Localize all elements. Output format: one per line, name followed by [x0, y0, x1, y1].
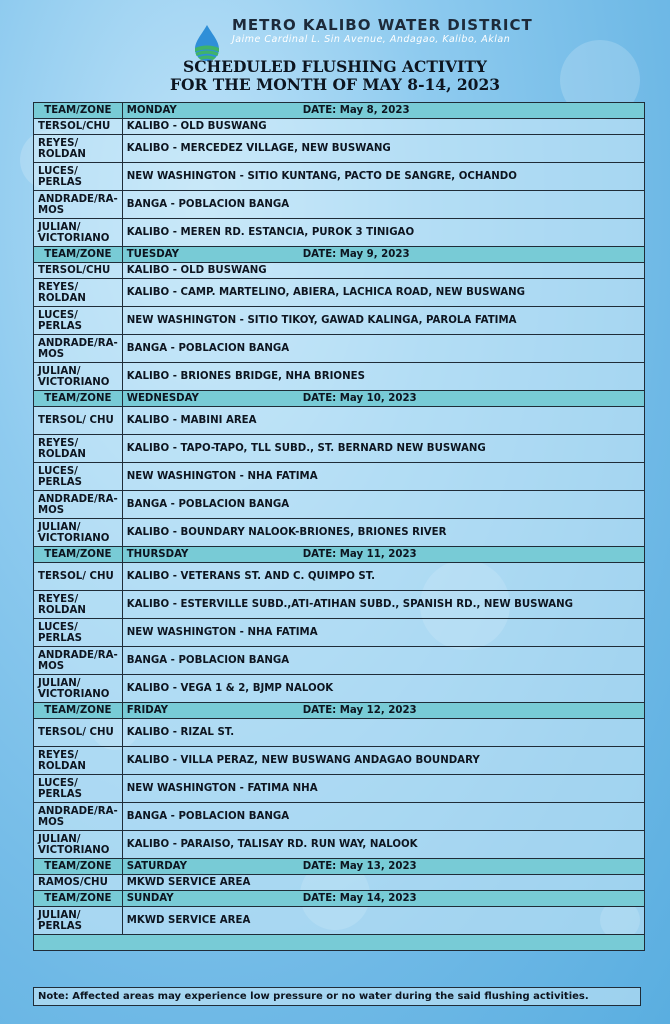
schedule-row: [34, 407, 645, 435]
team-cell: REYES/ ROLDAN: [34, 279, 123, 307]
day-header-row: [34, 891, 645, 907]
area-cell: MKWD SERVICE AREA: [122, 875, 644, 891]
area-cell: NEW WASHINGTON - FATIMA NHA: [122, 775, 644, 803]
schedule-row: [34, 191, 645, 219]
day-header-row: [34, 103, 645, 119]
day-date: DATE: May 8, 2023: [302, 105, 410, 116]
day-header-row: [34, 547, 645, 563]
team-cell: ANDRADE/RA- MOS: [34, 647, 123, 675]
team-cell: TERSOL/ CHU: [34, 407, 123, 435]
area-cell: KALIBO - ESTERVILLE SUBD.,ATI-ATIHAN SUBD., SPANISH RD., NEW BUSWANG: [122, 591, 644, 619]
schedule-row: [34, 675, 645, 703]
team-cell: TERSOL/ CHU: [34, 563, 123, 591]
day-date-cell: [122, 891, 644, 907]
team-cell: ANDRADE/RA- MOS: [34, 335, 123, 363]
schedule-row: [34, 279, 645, 307]
team-zone-header: TEAM/ZONE: [34, 703, 123, 719]
area-cell: KALIBO - MABINI AREA: [122, 407, 644, 435]
area-cell: KALIBO - TAPO-TAPO, TLL SUBD., ST. BERNARD NEW BUSWANG: [122, 435, 644, 463]
team-zone-header: TEAM/ZONE: [34, 547, 123, 563]
team-zone-header: TEAM/ZONE: [34, 391, 123, 407]
schedule-row: [34, 563, 645, 591]
team-zone-header: TEAM/ZONE: [34, 103, 123, 119]
team-cell: JULIAN/ VICTORIANO: [34, 675, 123, 703]
team-cell: LUCES/ PERLAS: [34, 619, 123, 647]
area-cell: KALIBO - BOUNDARY NALOOK-BRIONES, BRIONES RIVER: [122, 519, 644, 547]
day-name: MONDAY: [126, 105, 177, 116]
schedule-row: [34, 335, 645, 363]
schedule-row: [34, 363, 645, 391]
day-name: FRIDAY: [126, 705, 169, 716]
schedule-row: [34, 491, 645, 519]
day-date: DATE: May 9, 2023: [302, 249, 410, 260]
flushing-schedule-table: [33, 102, 645, 951]
day-date: DATE: May 12, 2023: [302, 705, 417, 716]
area-cell: MKWD SERVICE AREA: [122, 907, 644, 935]
day-date-cell: [122, 547, 644, 563]
area-cell: NEW WASHINGTON - NHA FATIMA: [122, 619, 644, 647]
day-name: THURSDAY: [126, 549, 189, 560]
area-cell: KALIBO - VEGA 1 & 2, BJMP NALOOK: [122, 675, 644, 703]
schedule-row: [34, 907, 645, 935]
schedule-row: [34, 135, 645, 163]
schedule-row: [34, 307, 645, 335]
team-cell: REYES/ ROLDAN: [34, 591, 123, 619]
team-cell: TERSOL/CHU: [34, 119, 123, 135]
schedule-row: [34, 163, 645, 191]
title-line-2: FOR THE MONTH OF MAY 8-14, 2023: [169, 75, 501, 94]
area-cell: KALIBO - CAMP. MARTELINO, ABIERA, LACHICA ROAD, NEW BUSWANG: [122, 279, 644, 307]
schedule-row: [34, 875, 645, 891]
team-zone-header: TEAM/ZONE: [34, 247, 123, 263]
day-date-cell: [122, 247, 644, 263]
day-header-row: [34, 859, 645, 875]
day-name: TUESDAY: [126, 249, 179, 260]
day-header-row: [34, 247, 645, 263]
team-cell: JULIAN/ VICTORIANO: [34, 219, 123, 247]
area-cell: KALIBO - MERCEDEZ VILLAGE, NEW BUSWANG: [122, 135, 644, 163]
team-cell: ANDRADE/RA- MOS: [34, 191, 123, 219]
day-date: DATE: May 13, 2023: [302, 861, 417, 872]
team-cell: TERSOL/CHU: [34, 263, 123, 279]
team-cell: LUCES/ PERLAS: [34, 775, 123, 803]
team-cell: ANDRADE/RA- MOS: [34, 803, 123, 831]
schedule-row: [34, 219, 645, 247]
team-cell: REYES/ ROLDAN: [34, 135, 123, 163]
blank-cell: [34, 935, 645, 951]
area-cell: KALIBO - OLD BUSWANG: [122, 263, 644, 279]
area-cell: KALIBO - MEREN RD. ESTANCIA, PUROK 3 TINIGAO: [122, 219, 644, 247]
area-cell: KALIBO - VILLA PERAZ, NEW BUSWANG ANDAGAO BOUNDARY: [122, 747, 644, 775]
schedule-row: [34, 119, 645, 135]
day-name: SATURDAY: [126, 861, 187, 872]
team-cell: RAMOS/CHU: [34, 875, 123, 891]
area-cell: KALIBO - VETERANS ST. AND C. QUIMPO ST.: [122, 563, 644, 591]
schedule-row: [34, 747, 645, 775]
day-name: WEDNESDAY: [126, 393, 199, 404]
schedule-row: [34, 263, 645, 279]
schedule-row: [34, 591, 645, 619]
schedule-row: [34, 775, 645, 803]
area-cell: NEW WASHINGTON - SITIO TIKOY, GAWAD KALINGA, PAROLA FATIMA: [122, 307, 644, 335]
day-date: DATE: May 10, 2023: [302, 393, 417, 404]
team-zone-header: TEAM/ZONE: [34, 859, 123, 875]
day-date-cell: [122, 391, 644, 407]
team-cell: JULIAN/ VICTORIANO: [34, 519, 123, 547]
organization-name: METRO KALIBO WATER DISTRICT: [232, 16, 533, 34]
area-cell: KALIBO - OLD BUSWANG: [122, 119, 644, 135]
day-header-row: [34, 703, 645, 719]
area-cell: NEW WASHINGTON - NHA FATIMA: [122, 463, 644, 491]
day-date: DATE: May 14, 2023: [302, 893, 417, 904]
schedule-row: [34, 435, 645, 463]
day-date-cell: [122, 103, 644, 119]
team-cell: REYES/ ROLDAN: [34, 747, 123, 775]
area-cell: KALIBO - PARAISO, TALISAY RD. RUN WAY, NALOOK: [122, 831, 644, 859]
area-cell: BANGA - POBLACION BANGA: [122, 335, 644, 363]
day-date-cell: [122, 703, 644, 719]
area-cell: BANGA - POBLACION BANGA: [122, 191, 644, 219]
area-cell: BANGA - POBLACION BANGA: [122, 803, 644, 831]
schedule-row: [34, 619, 645, 647]
schedule-row: [34, 463, 645, 491]
team-cell: REYES/ ROLDAN: [34, 435, 123, 463]
team-cell: ANDRADE/RA- MOS: [34, 491, 123, 519]
note: Note: Affected areas may experience low pressure or no water during the said flushing activities.: [33, 987, 641, 1006]
team-cell: LUCES/ PERLAS: [34, 163, 123, 191]
organization-address: Jaime Cardinal L. Sin Avenue, Andagao, Kalibo, Aklan: [232, 34, 511, 45]
team-cell: JULIAN/ PERLAS: [34, 907, 123, 935]
title-line-1: SCHEDULED FLUSHING ACTIVITY: [183, 57, 487, 76]
day-header-row: [34, 391, 645, 407]
day-date-cell: [122, 859, 644, 875]
day-name: SUNDAY: [126, 893, 174, 904]
day-date: DATE: May 11, 2023: [302, 549, 417, 560]
schedule-row: [34, 803, 645, 831]
team-cell: JULIAN/ VICTORIANO: [34, 831, 123, 859]
schedule-row: [34, 719, 645, 747]
area-cell: BANGA - POBLACION BANGA: [122, 647, 644, 675]
area-cell: KALIBO - BRIONES BRIDGE, NHA BRIONES: [122, 363, 644, 391]
blank-footer-row: [34, 935, 645, 951]
team-zone-header: TEAM/ZONE: [34, 891, 123, 907]
area-cell: BANGA - POBLACION BANGA: [122, 491, 644, 519]
schedule-row: [34, 831, 645, 859]
team-cell: LUCES/ PERLAS: [34, 307, 123, 335]
area-cell: NEW WASHINGTON - SITIO KUNTANG, PACTO DE SANGRE, OCHANDO: [122, 163, 644, 191]
schedule-row: [34, 519, 645, 547]
area-cell: KALIBO - RIZAL ST.: [122, 719, 644, 747]
team-cell: JULIAN/ VICTORIANO: [34, 363, 123, 391]
schedule-row: [34, 647, 645, 675]
team-cell: LUCES/ PERLAS: [34, 463, 123, 491]
team-cell: TERSOL/ CHU: [34, 719, 123, 747]
